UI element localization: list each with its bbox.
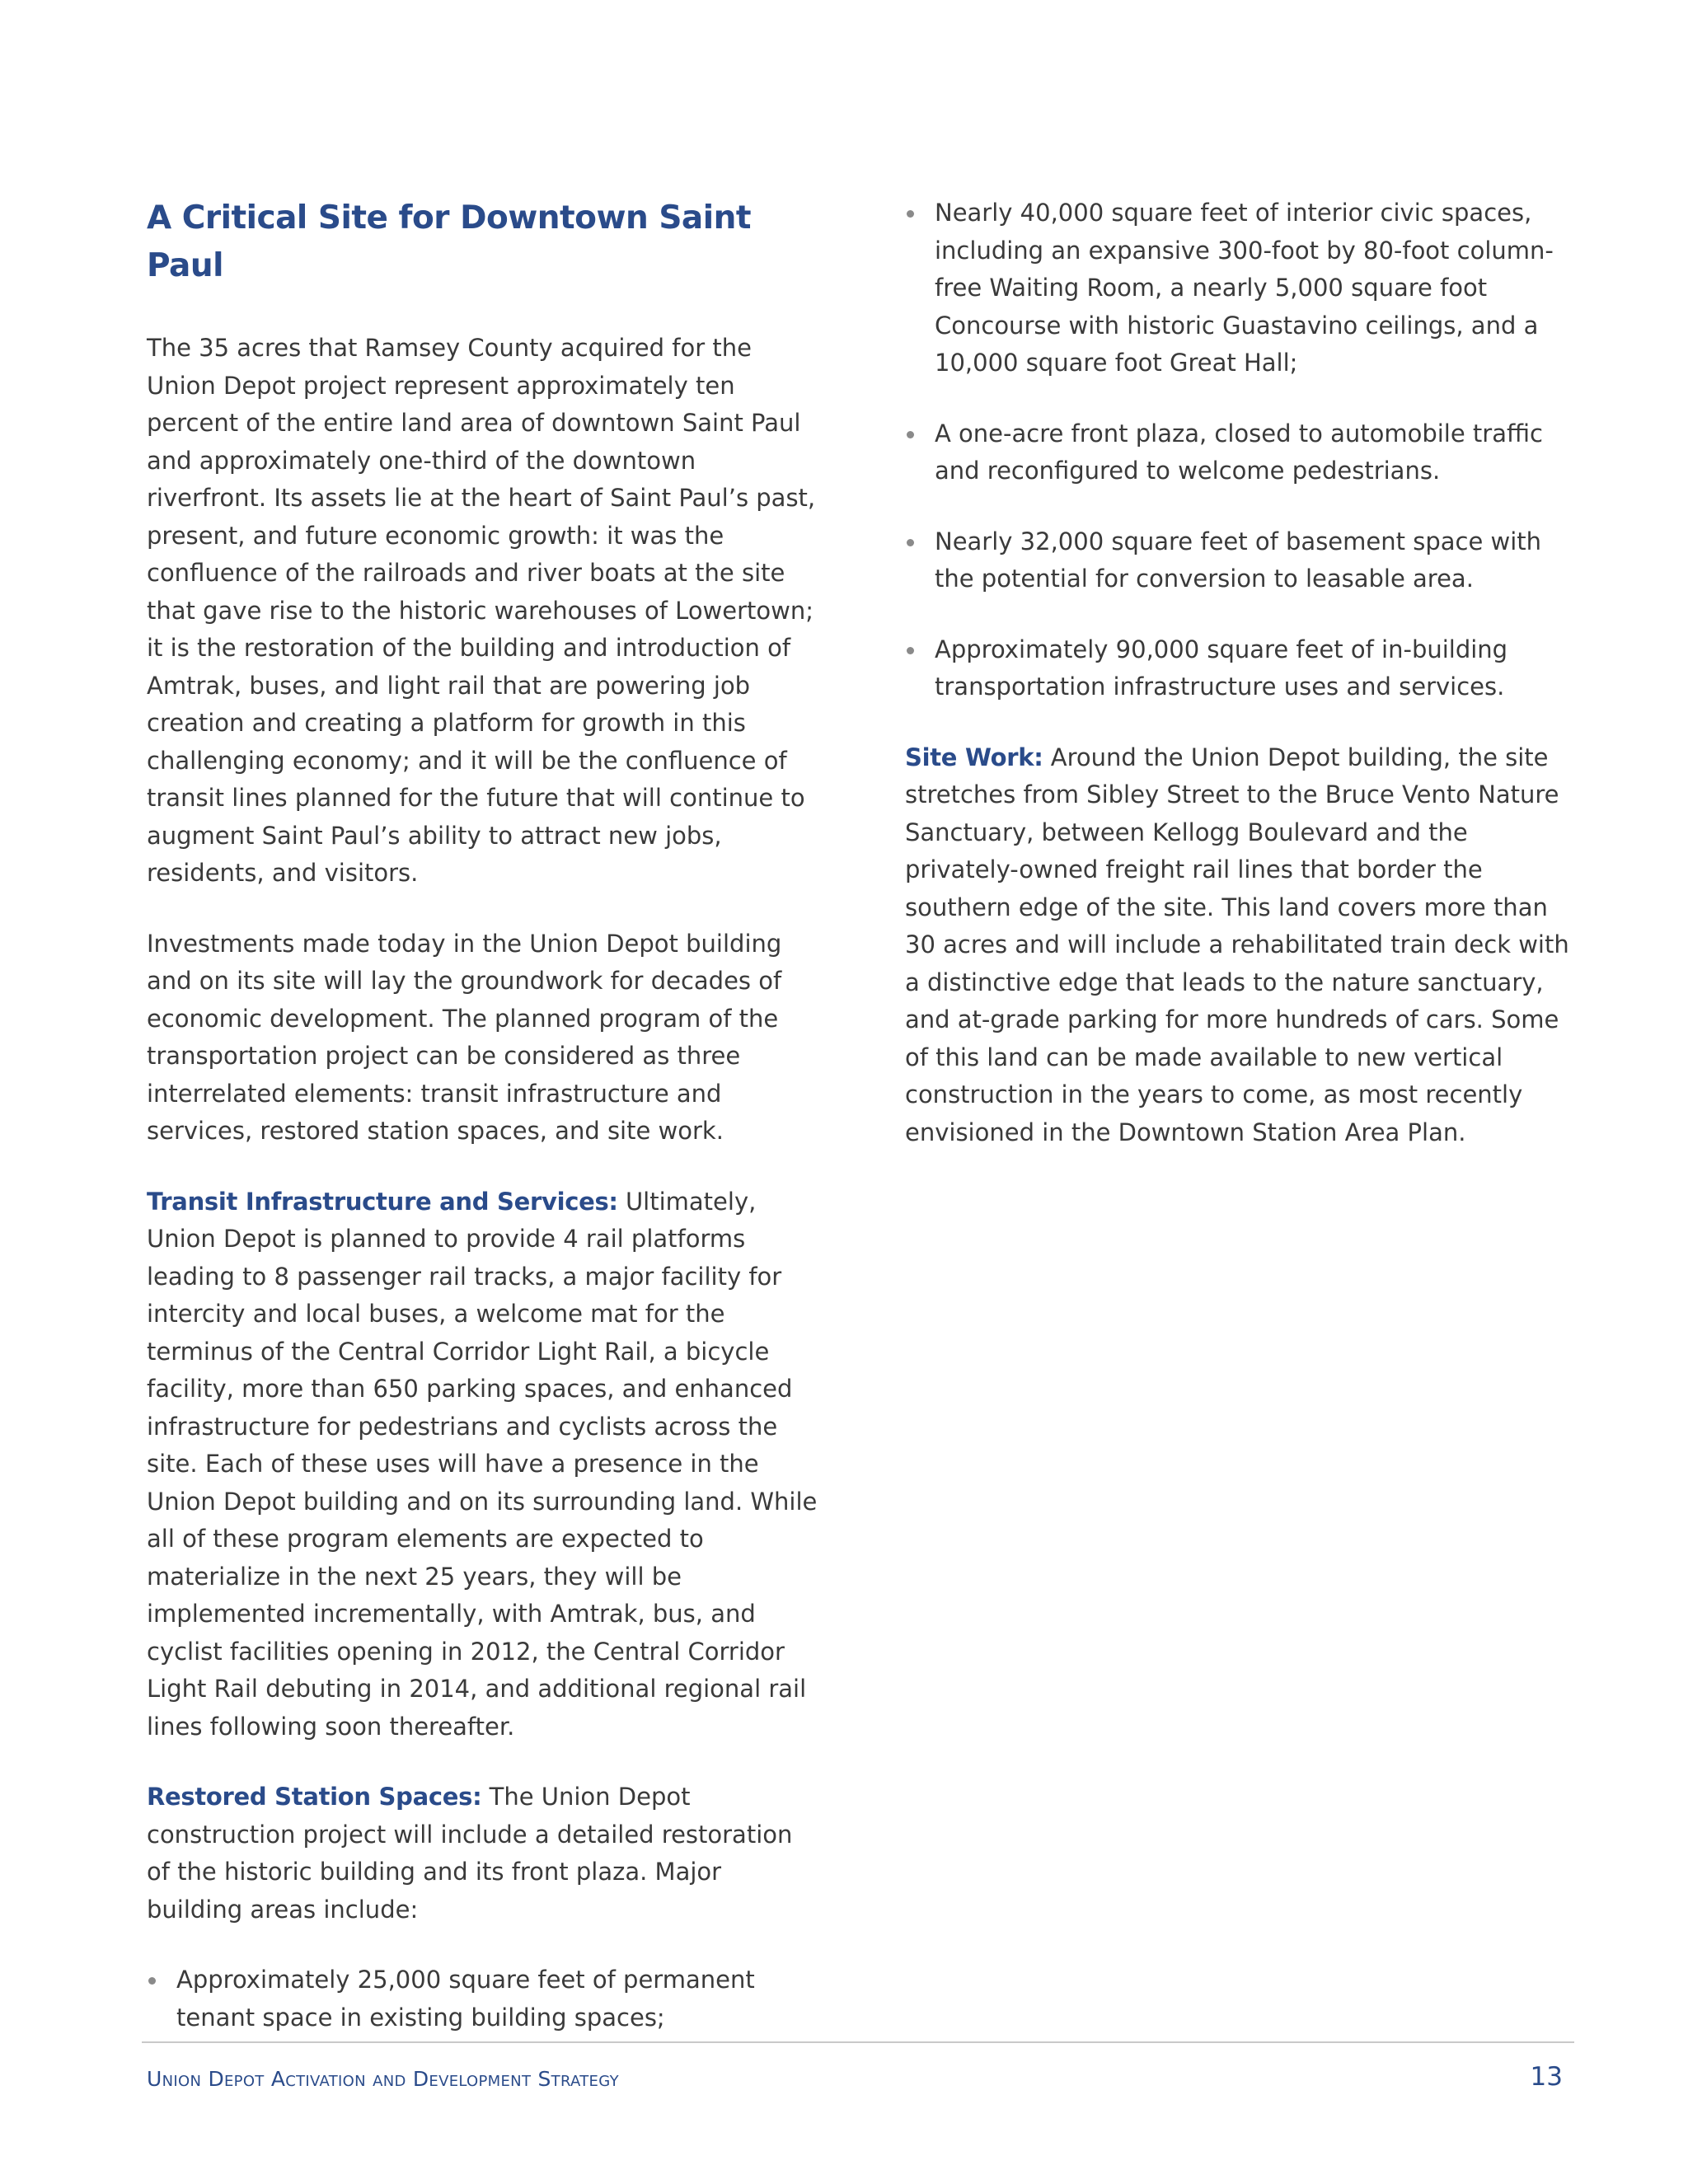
bullet-text: Approximately 90,000 square feet of in-building transportation infrastructure uses and services. xyxy=(935,635,1508,701)
bullet-text: Approximately 25,000 square feet of permanent tenant space in existing building spaces; xyxy=(176,1966,755,2032)
investments-paragraph: Investments made today in the Union Depot building and on its site will lay the groundwork for decades of economic development. The planned program of the transportation project can be considered as three interrelated elements: transit infrastructure and services, restored station spaces, and site work. xyxy=(147,929,782,1145)
bullet-icon xyxy=(148,1977,156,1985)
bullet-icon xyxy=(907,647,914,654)
transit-heading: Transit Infrastructure and Services: xyxy=(147,1187,618,1216)
footer-title: Union Depot Activation and Development Strategy xyxy=(147,2067,619,2091)
site-work-paragraph xyxy=(905,739,1574,1152)
list-item xyxy=(905,415,1574,490)
site-work-heading: Site Work: xyxy=(905,743,1043,771)
intro-paragraph: The 35 acres that Ramsey County acquired for the Union Depot project represent approximately ten percent of the entire land area of downtown Saint Paul and approximately one-third of the downtown riverfront. Its assets lie at the heart of Saint Paul’s past, present, and future economic growth: it was the confluence of the railroads and river boats at the site that gave rise to the historic warehouses of Lowertown; it is the restoration of the building and introduction of Amtrak, buses, and light rail that are powering job creation and creating a platform for growth in this challenging economy; and it will be the confluence of transit lines planned for the future that will continue to augment Saint Paul’s ability to attract new jobs, residents, and visitors. xyxy=(147,334,816,887)
transit-paragraph xyxy=(147,1183,823,1746)
left-bullet-list xyxy=(147,1961,823,2036)
list-item xyxy=(147,1961,823,2036)
bullet-icon xyxy=(907,210,914,218)
list-item xyxy=(905,631,1574,706)
right-column xyxy=(905,194,1574,1184)
restored-heading: Restored Station Spaces: xyxy=(147,1783,482,1811)
site-work-text: Around the Union Depot building, the site stretches from Sibley Street to the Bruce Vento Nature Sanctuary, between Kellogg Boulevard and the privately-owned freight rail lines that border the southern edge of the site. This land covers more than 30 acres and will include a rehabilitated train deck with a distinctive edge that leads to the nature sanctuary, and at-grade parking for more hundreds of cars. Some of this land can be made available to new vertical construction in the years to come, as most recently envisioned in the Downtown Station Area Plan. xyxy=(905,743,1569,1146)
page-number: 13 xyxy=(1530,2062,1563,2092)
list-item xyxy=(905,523,1574,598)
section-title: A Critical Site for Downtown Saint Paul xyxy=(147,199,752,284)
footer-divider xyxy=(142,2041,1574,2043)
restored-paragraph xyxy=(147,1779,823,1929)
bullet-text: A one-acre front plaza, closed to automobile traffic and reconfigured to welcome pedestrians. xyxy=(935,419,1543,485)
right-bullet-list xyxy=(905,194,1574,706)
transit-text: Ultimately, Union Depot is planned to provide 4 rail platforms leading to 8 passenger rail tracks, a major facility for intercity and local buses, a welcome mat for the terminus of the Central Corridor Light Rail, a bicycle facility, more than 650 parking spaces, and enhanced infrastructure for pedestrians and cyclists across the site. Each of these uses will have a presence in the Union Depot building and on its surrounding land. While all of these program elements are expected to materialize in the next 25 years, they will be implemented incrementally, with Amtrak, bus, and cyclist facilities opening in 2012, the Central Corridor Light Rail debuting in 2014, and additional regional rail lines following soon thereafter. xyxy=(147,1187,818,1741)
bullet-icon xyxy=(907,539,914,546)
bullet-text: Nearly 32,000 square feet of basement space with the potential for conversion to leasable area. xyxy=(935,527,1542,593)
left-column xyxy=(147,194,823,2069)
bullet-text: Nearly 40,000 square feet of interior civic spaces, including an expansive 300-foot by 80-foot column-free Waiting Room, a nearly 5,000 square foot Concourse with historic Guastavino ceilings, and a 10,000 square foot Great Hall; xyxy=(935,199,1554,377)
bullet-icon xyxy=(907,431,914,438)
restored-text: The Union Depot construction project will include a detailed restoration of the historic building and its front plaza. Major building areas include: xyxy=(147,1783,793,1924)
list-item xyxy=(905,194,1574,382)
